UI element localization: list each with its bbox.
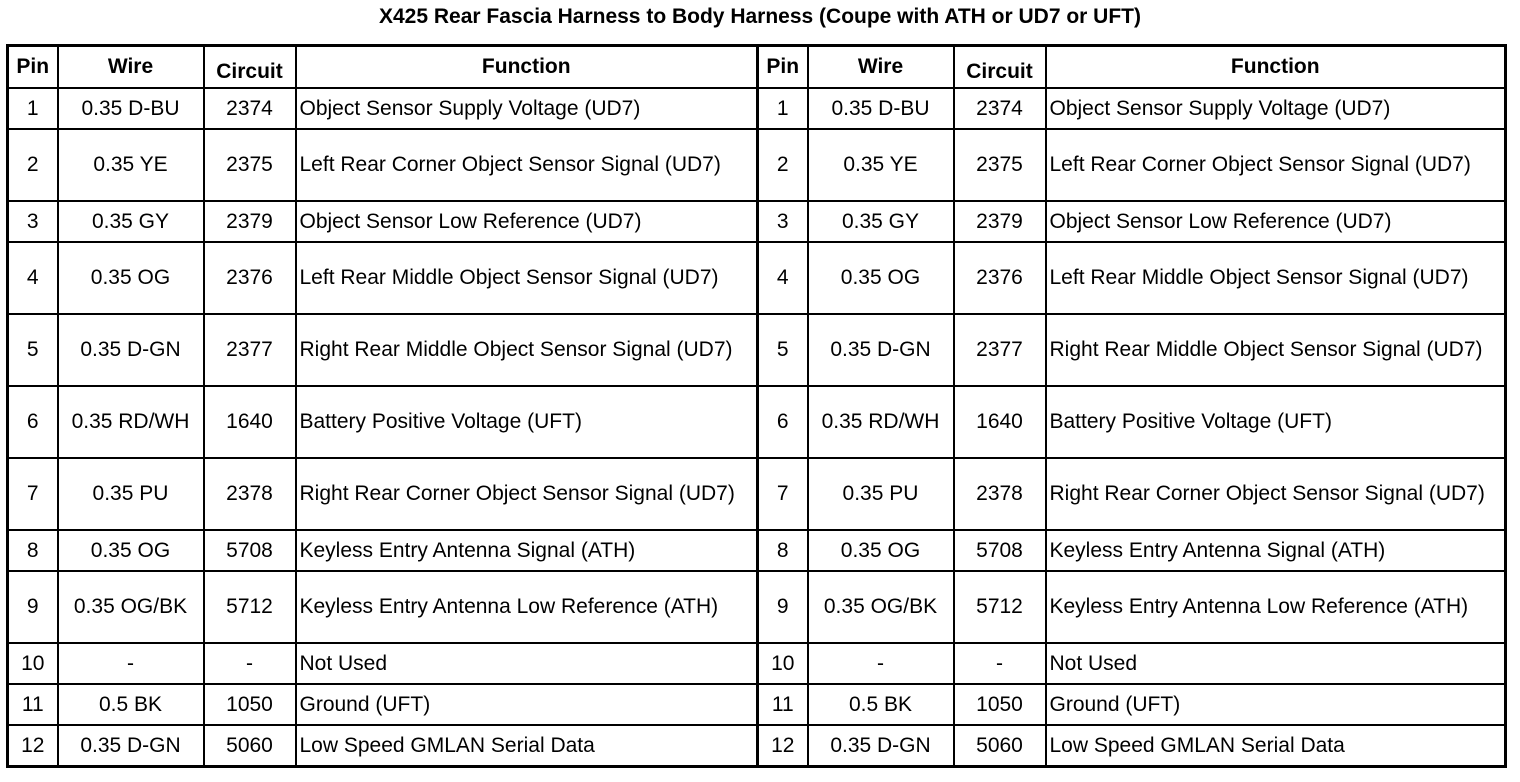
wire-cell: 0.35 OG: [58, 530, 204, 571]
wire-cell: -: [808, 643, 954, 684]
wire-cell: 0.35 YE: [58, 129, 204, 201]
circuit-cell: 2376: [954, 242, 1046, 314]
function-cell: Right Rear Middle Object Sensor Signal (UD7): [296, 314, 758, 386]
circuit-cell: 5060: [954, 725, 1046, 767]
table-row: [8, 386, 1506, 458]
circuit-cell: 2375: [204, 129, 296, 201]
function-cell: Not Used: [296, 643, 758, 684]
pin-cell: 10: [8, 643, 58, 684]
wire-cell: 0.35 D-GN: [808, 314, 954, 386]
pin-cell: 10: [758, 643, 808, 684]
table-row: [8, 684, 1506, 725]
wire-cell: 0.5 BK: [58, 684, 204, 725]
pin-cell: 11: [8, 684, 58, 725]
function-cell: Left Rear Middle Object Sensor Signal (UD7): [1046, 242, 1506, 314]
table-row: [8, 571, 1506, 643]
wire-cell: 0.35 D-BU: [58, 88, 204, 129]
wire-cell: 0.35 OG/BK: [58, 571, 204, 643]
function-cell: Keyless Entry Antenna Signal (ATH): [296, 530, 758, 571]
wire-cell: 0.35 OG: [58, 242, 204, 314]
wire-cell: 0.35 OG: [808, 242, 954, 314]
wire-cell: 0.35 D-GN: [58, 725, 204, 767]
function-cell: Right Rear Middle Object Sensor Signal (UD7): [1046, 314, 1506, 386]
table-row: [8, 242, 1506, 314]
pin-cell: 7: [8, 458, 58, 530]
function-cell: Object Sensor Low Reference (UD7): [1046, 201, 1506, 242]
wire-cell: 0.35 OG: [808, 530, 954, 571]
pin-cell: 12: [8, 725, 58, 767]
pin-cell: 5: [758, 314, 808, 386]
function-cell: Right Rear Corner Object Sensor Signal (UD7): [296, 458, 758, 530]
table-row: [8, 129, 1506, 201]
header-wire: Wire: [808, 46, 954, 89]
pin-cell: 7: [758, 458, 808, 530]
circuit-cell: 1050: [954, 684, 1046, 725]
circuit-cell: 2378: [204, 458, 296, 530]
pin-cell: 1: [8, 88, 58, 129]
wire-cell: 0.35 D-GN: [808, 725, 954, 767]
header-circuit: Circuit: [204, 46, 296, 89]
wire-cell: 0.35 RD/WH: [58, 386, 204, 458]
wire-cell: 0.35 PU: [808, 458, 954, 530]
wire-cell: 0.5 BK: [808, 684, 954, 725]
function-cell: Right Rear Corner Object Sensor Signal (UD7): [1046, 458, 1506, 530]
wire-cell: 0.35 GY: [58, 201, 204, 242]
wire-cell: 0.35 D-BU: [808, 88, 954, 129]
pin-cell: 6: [8, 386, 58, 458]
circuit-cell: 5708: [954, 530, 1046, 571]
wire-cell: -: [58, 643, 204, 684]
table-row: [8, 88, 1506, 129]
pin-cell: 9: [758, 571, 808, 643]
table-row: [8, 201, 1506, 242]
page-title: X425 Rear Fascia Harness to Body Harness (Coupe with ATH or UD7 or UFT): [378, 5, 1141, 28]
circuit-cell: 2377: [204, 314, 296, 386]
function-cell: Battery Positive Voltage (UFT): [1046, 386, 1506, 458]
circuit-cell: 2374: [204, 88, 296, 129]
table-row: [8, 458, 1506, 530]
circuit-cell: 2379: [204, 201, 296, 242]
wire-cell: 0.35 RD/WH: [808, 386, 954, 458]
table-row: [8, 314, 1506, 386]
wire-cell: 0.35 GY: [808, 201, 954, 242]
header-circuit: Circuit: [954, 46, 1046, 89]
pin-cell: 12: [758, 725, 808, 767]
pin-cell: 8: [758, 530, 808, 571]
function-cell: Battery Positive Voltage (UFT): [296, 386, 758, 458]
circuit-cell: 1640: [204, 386, 296, 458]
circuit-cell: 5060: [204, 725, 296, 767]
pin-cell: 3: [758, 201, 808, 242]
function-cell: Left Rear Corner Object Sensor Signal (UD7): [1046, 129, 1506, 201]
pin-cell: 4: [758, 242, 808, 314]
pin-cell: 6: [758, 386, 808, 458]
function-cell: Object Sensor Low Reference (UD7): [296, 201, 758, 242]
circuit-cell: 5712: [204, 571, 296, 643]
pin-cell: 11: [758, 684, 808, 725]
pin-cell: 4: [8, 242, 58, 314]
pin-cell: 2: [8, 129, 58, 201]
function-cell: Keyless Entry Antenna Low Reference (ATH): [1046, 571, 1506, 643]
header-row: [8, 46, 1506, 89]
circuit-cell: 2375: [954, 129, 1046, 201]
header-pin: Pin: [758, 46, 808, 89]
wire-cell: 0.35 OG/BK: [808, 571, 954, 643]
wire-cell: 0.35 D-GN: [58, 314, 204, 386]
pin-cell: 1: [758, 88, 808, 129]
circuit-cell: 1050: [204, 684, 296, 725]
header-function: Function: [296, 46, 758, 89]
circuit-cell: 5712: [954, 571, 1046, 643]
function-cell: Ground (UFT): [296, 684, 758, 725]
table-row: [8, 643, 1506, 684]
function-cell: Keyless Entry Antenna Low Reference (ATH): [296, 571, 758, 643]
function-cell: Keyless Entry Antenna Signal (ATH): [1046, 530, 1506, 571]
function-cell: Not Used: [1046, 643, 1506, 684]
connector-pin-table: [6, 44, 1507, 768]
pin-cell: 8: [8, 530, 58, 571]
pin-cell: 3: [8, 201, 58, 242]
circuit-cell: -: [954, 643, 1046, 684]
circuit-cell: 5708: [204, 530, 296, 571]
circuit-cell: 2378: [954, 458, 1046, 530]
function-cell: Low Speed GMLAN Serial Data: [1046, 725, 1506, 767]
wire-cell: 0.35 PU: [58, 458, 204, 530]
function-cell: Object Sensor Supply Voltage (UD7): [296, 88, 758, 129]
pin-cell: 5: [8, 314, 58, 386]
circuit-cell: 2376: [204, 242, 296, 314]
function-cell: Object Sensor Supply Voltage (UD7): [1046, 88, 1506, 129]
circuit-cell: 2374: [954, 88, 1046, 129]
function-cell: Left Rear Corner Object Sensor Signal (UD7): [296, 129, 758, 201]
function-cell: Low Speed GMLAN Serial Data: [296, 725, 758, 767]
circuit-cell: -: [204, 643, 296, 684]
header-wire: Wire: [58, 46, 204, 89]
pin-cell: 9: [8, 571, 58, 643]
header-function: Function: [1046, 46, 1506, 89]
circuit-cell: 1640: [954, 386, 1046, 458]
table-row: [8, 725, 1506, 767]
function-cell: Left Rear Middle Object Sensor Signal (UD7): [296, 242, 758, 314]
circuit-cell: 2377: [954, 314, 1046, 386]
wire-cell: 0.35 YE: [808, 129, 954, 201]
circuit-cell: 2379: [954, 201, 1046, 242]
pin-cell: 2: [758, 129, 808, 201]
header-pin: Pin: [8, 46, 58, 89]
function-cell: Ground (UFT): [1046, 684, 1506, 725]
table-row: [8, 530, 1506, 571]
